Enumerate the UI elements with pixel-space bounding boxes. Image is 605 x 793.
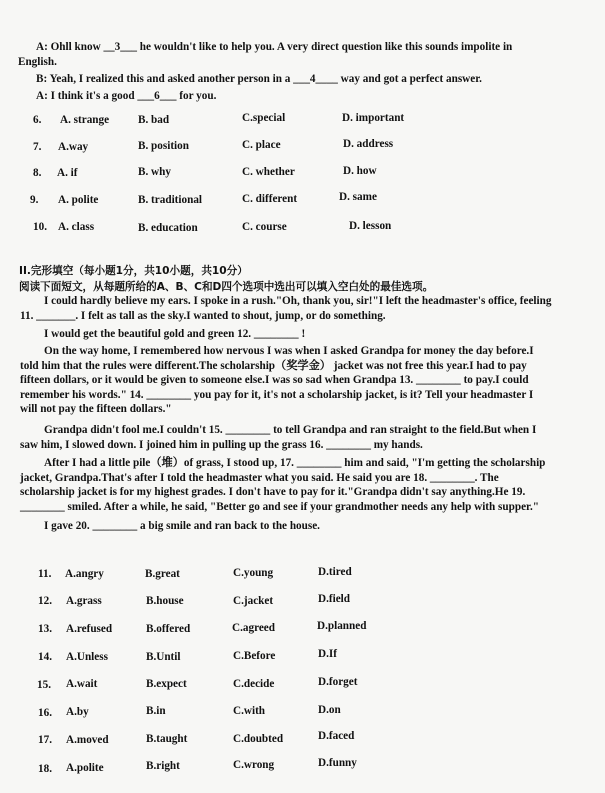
option-c: C.agreed: [232, 622, 275, 634]
option-a: A.angry: [65, 568, 104, 580]
question-number: 11.: [38, 568, 52, 580]
option-b: B.offered: [146, 623, 191, 635]
passage-paragraph: After I had a little pile（堆）of grass, I stood up, 17. ________ him and said, "I'm getting the scholarship jacket, Grandpa.That's after I told the headmaster what you said. He said you are 18. ________. The scholarship jacket is for my highest grades. I don't have to pay for it."Grandpa didn't say anything.He 19. ________ smiled. After a while, he said, "Better go and see if your grandmother needs any help with supper.": [20, 457, 546, 513]
option-b: B. traditional: [138, 194, 203, 206]
passage-paragraph: On the way home, I remembered how nervous I was when I asked Grandpa for money the day before.I told him that the rules were different.The scholarship（奖学金） jacket was not free this year.I had to pay fifteen dollars, or it would be given to someone else.I was so sad when Grandpa 13. ________ to pay.I could remember his words." 14. ________ you pay for it, it's not a scholarship jacket, is it? Tell your headmaster I will not pay the fifteen dollars.": [20, 345, 534, 416]
option-c: C. whether: [242, 166, 295, 178]
dialogue-line-1-cont: English.: [18, 56, 57, 68]
question-number: 14.: [38, 651, 52, 663]
option-b: B. position: [138, 140, 189, 152]
option-b: B.house: [146, 595, 184, 607]
option-d: D. same: [339, 191, 377, 203]
dialogue-line-3: A: I think it's a good ___6___ for you.: [36, 90, 217, 102]
option-d: D. lesson: [349, 220, 392, 232]
option-b: B.great: [145, 568, 180, 580]
option-c: C. course: [242, 221, 287, 233]
option-b: B.Until: [146, 651, 181, 663]
option-d: D.funny: [318, 757, 357, 769]
option-a: A. class: [58, 221, 95, 233]
option-c: C.Before: [233, 650, 276, 662]
passage-paragraph: I would get the beautiful gold and green 12. ________ !: [44, 328, 306, 340]
option-a: A.refused: [66, 623, 113, 635]
question-number: 16.: [38, 707, 52, 719]
option-a: A.polite: [66, 762, 104, 774]
dialogue-line-1: A: Ohll know __3___ he wouldn't like to help you. A very direct question like this sounds impolite in: [36, 41, 513, 53]
option-c: C.with: [233, 705, 266, 717]
option-d: D.planned: [317, 620, 367, 632]
option-a: A.Unless: [66, 651, 108, 663]
option-a: A. polite: [58, 194, 99, 206]
option-c: C. different: [242, 193, 298, 205]
question-number: 17.: [38, 734, 52, 746]
option-a: A.wait: [66, 678, 98, 690]
option-b: B.right: [146, 760, 180, 772]
dialogue-line-2: B: Yeah, I realized this and asked another person in a ___4____ way and got a perfect answer.: [36, 73, 482, 85]
option-d: D. address: [343, 138, 394, 150]
question-number: 10.: [33, 221, 47, 233]
option-c: C.doubted: [233, 733, 284, 745]
question-number: 15.: [37, 679, 51, 691]
option-b: B.in: [146, 705, 166, 717]
question-number: 18.: [38, 763, 52, 775]
passage-paragraph: Grandpa didn't fool me.I couldn't 15. ________ to tell Grandpa and ran straight to the field.But when I saw him, I slowed down. I joined him in pulling up the grass 16. ________ my hands.: [20, 424, 537, 451]
option-a: A.way: [58, 141, 89, 153]
option-d: D.faced: [318, 730, 355, 742]
option-c: C.wrong: [233, 759, 275, 771]
option-d: D. how: [343, 165, 377, 177]
question-number: 12.: [38, 595, 52, 607]
passage-paragraph: I gave 20. ________ a big smile and ran back to the house.: [44, 520, 320, 532]
option-a: A. if: [57, 167, 78, 179]
question-number: 8.: [33, 167, 42, 179]
question-number: 13.: [38, 623, 52, 635]
option-d: D. important: [342, 112, 405, 124]
option-c: C. place: [242, 139, 281, 151]
option-d: D.on: [318, 704, 341, 716]
passage-paragraph: I could hardly believe my ears. I spoke in a rush."Oh, thank you, sir!"I left the headmaster's office, feeling 11. _______. I felt as tall as the sky.I wanted to shout, jump, or do something.: [20, 295, 552, 322]
option-b: B. bad: [138, 114, 170, 126]
option-c: C.decide: [233, 678, 275, 690]
section-instruction: 阅读下面短文，从每题所给的A、B、C和D四个选项中选出可以填入空白处的最佳选项。: [19, 281, 434, 293]
option-b: B. education: [138, 222, 198, 234]
question-number: 9.: [30, 194, 39, 206]
option-a: A.grass: [66, 595, 102, 607]
option-c: C.jacket: [233, 595, 274, 607]
option-a: A.by: [66, 706, 89, 718]
option-a: A.moved: [66, 734, 109, 746]
option-d: D.tired: [318, 566, 352, 578]
option-c: C.young: [233, 567, 274, 579]
option-b: B.taught: [146, 733, 188, 745]
option-d: D.field: [318, 593, 351, 605]
option-c: C.special: [242, 112, 286, 124]
question-number: 6.: [33, 114, 42, 126]
option-b: B.expect: [146, 678, 187, 690]
section-heading: II.完形填空（每小题1分，共10小题，共10分）: [19, 265, 248, 277]
question-number: 7.: [33, 141, 42, 153]
option-a: A. strange: [60, 114, 110, 126]
option-b: B. why: [138, 166, 171, 178]
option-d: D.forget: [318, 676, 358, 688]
option-d: D.If: [318, 648, 337, 660]
